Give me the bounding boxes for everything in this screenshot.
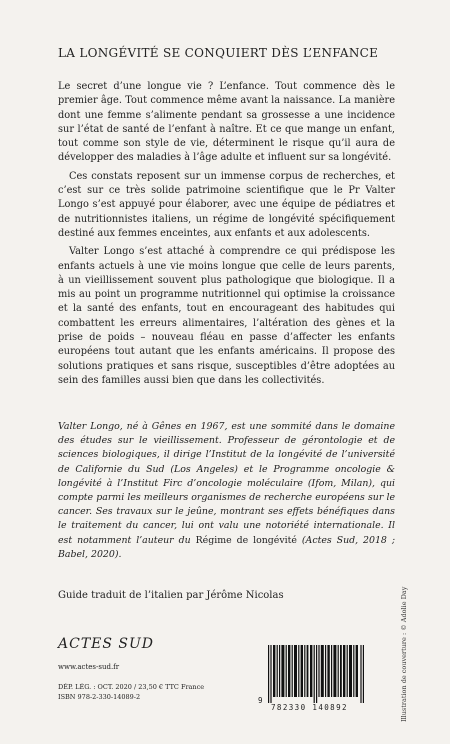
translator-credit: Guide traduit de l’italien par Jérôme Nicolas [58, 590, 284, 601]
publisher-logo: ACTES SUD [58, 636, 155, 652]
barcode [258, 645, 364, 713]
legal-deposit: DÉP. LÉG. : OCT. 2020 / 23,50 € TTC France [58, 683, 205, 691]
back-cover-title: LA LONGÉVITÉ SE CONQUIERT DÈS L’ENFANCE [58, 46, 379, 60]
paragraph-2: Ces constats reposent sur un immense corpus de recherches, et c’est sur ce très solide patrimoine scientifique que le Pr Valter Longo s’est appuyé pour élaborer, avec une équipe de pédiatres et de nutritionnistes italiens, un régime de longévité spécifiquement destiné aux femmes enceintes, aux enfants et aux adolescents. [58, 170, 395, 239]
barcode-digits: 782330 140892 [271, 703, 348, 712]
description-text [58, 80, 395, 388]
author-bio-text: Valter Longo, né à Gênes en 1967, est une sommité dans le domaine des études sur le vieillissement. Professeur de gérontologie et de sciences biologiques, il dirige l’Institut de la longévité de l’université de Californie du Sud (Los Angeles) et le Programme oncologie & longévité à l’Institut Firc d’oncologie moléculaire (Ifom, Milan), qui compte parmi les meilleurs organismes de recherche européens sur le cancer. Ses travaux sur le jeûne, montrant ses effets bénéfiques dans le traitement du cancer, lui ont valu une notoriété internationale. Il est notamment l’auteur du [58, 421, 395, 546]
paragraph-3: Valter Longo s’est attaché à comprendre ce qui prédispose les enfants actuels à une vie moins longue que celle de leurs parents, à un vieillissement souvent plus pathologique que biologique. Il a mis au point un programme nutritionnel qui optimise la croissance et la santé des enfants, tout en encourageant des habitudes qui combattent les erreurs alimentaires, l’altération des gènes et la prise de poids – nouveau fléau en passe d’affecter les enfants européens tout autant que les enfants américains. Il propose des solutions pratiques et sans risque, susceptibles d’être adoptées au sein des familles aussi bien que dans les collectivités. [58, 246, 395, 386]
legal-info [58, 683, 204, 702]
paragraph-1: Le secret d’une longue vie ? L’enfance. Tout commence dès le premier âge. Tout commence même avant la naissance. La manière dont une femme s’alimente pendant sa grossesse a une incidence sur l’état de santé de l’enfant à naître. Et ce que mange un enfant, tout comme son style de vie, déterminent le risque qu’il aura de développer des maladies à l’âge adulte et influent sur sa longévité. [58, 81, 395, 164]
publisher-website: www.actes-sud.fr [58, 663, 120, 671]
author-bio [58, 420, 395, 562]
barcode-first-digit: 9 [258, 696, 263, 705]
cover-illustration-credit: Illustration de couverture : © Adolie Day [400, 586, 408, 722]
author-book-title: Régime de longévité [195, 534, 297, 546]
author-bio-tail: (Actes Sud, 2018 ; Babel, 2020). [58, 534, 396, 560]
barcode-icon [268, 645, 364, 703]
isbn: ISBN 978-2-330-14089-2 [58, 692, 141, 701]
